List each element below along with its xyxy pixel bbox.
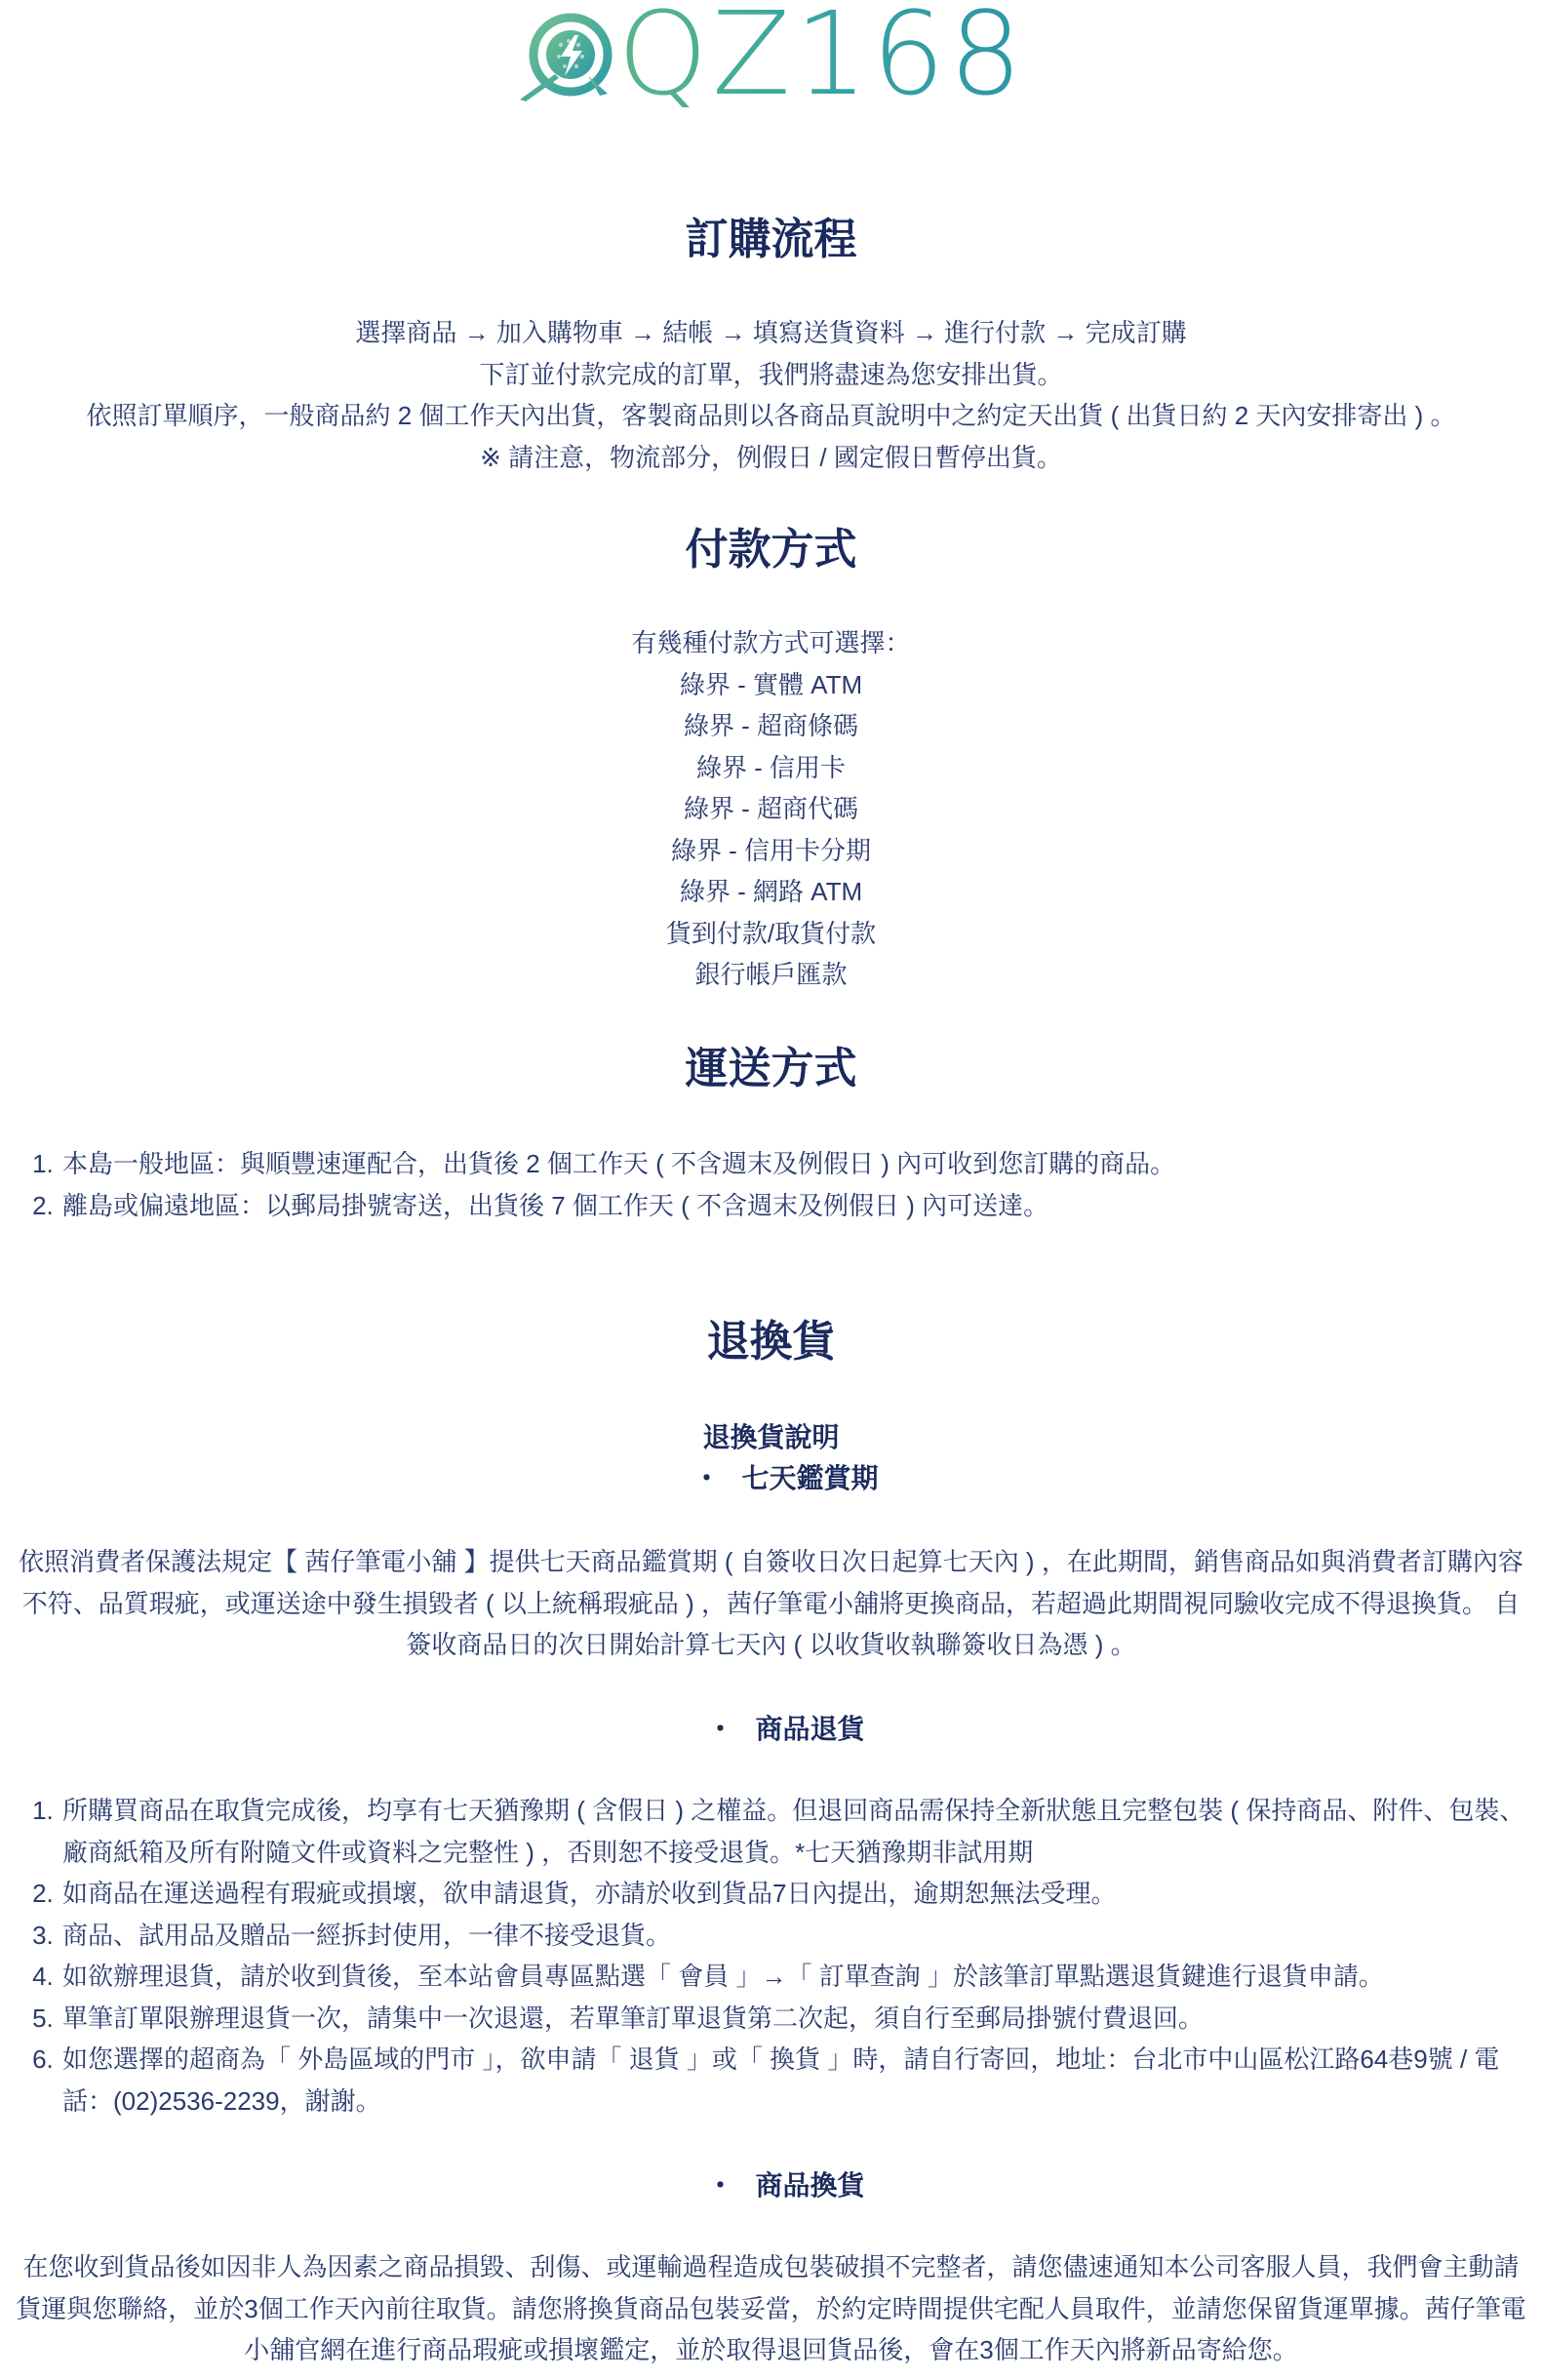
exchange-text: 在您收到貨品後如因非人為因素之商品損毀、刮傷、或運輸過程造成包裝破損不完整者，請您儘速通知本公司客服人員，我們會主動請貨運與您聯絡，並於3個工作天內前往取貨。請您將換貨商品包裝妥當，於約定時間提供宅配人員取件，並請您保留貨運單據。茜仔筆電小舖官網在進行商品瑕疵或損壞鑑定，並於取得退回貨品後，會在3個工作天內將新品寄給您。: [16, 2252, 1526, 2364]
trial-period-heading: ・ 七天鑑賞期: [0, 1458, 1542, 1499]
payment-title: 付款方式: [685, 526, 857, 574]
payment-method-item: 綠界 - 超商條碼: [683, 711, 859, 740]
ordering-line: ※ 請注意，物流部分，例假日 / 國定假日暫停出貨。: [480, 442, 1062, 472]
refund-item: 6. 如您選擇的超商為「 外島區域的門市 」，欲申請「 退貨 」或「 換貨 」時，請自行寄回，地址：台北市中山區松江路64巷9號 / 電話：(02)2536-2239，謝謝。: [60, 2039, 1528, 2122]
returns-subtitle: 退換貨說明: [702, 1422, 840, 1452]
trial-period-text: 依照消費者保護法規定【 茜仔筆電小舖 】提供七天商品鑑賞期 ( 自簽收日次日起算七天內 ) ，在此期間，銷售商品如與消費者訂購內容不符、品質瑕疵，或運送途中發生損毀者 ( 以上統稱瑕疵品 ) ，茜仔筆電小舖將更換商品，若超過此期間視同驗收完成不得退換貨。 自簽收商品日的次日開始計算七天內 ( 以收貨收執聯簽收日為憑 ) 。: [19, 1547, 1523, 1659]
bullet-icon: ・: [706, 1714, 734, 1744]
payment-method-item: 綠界 - 實體 ATM: [679, 669, 863, 699]
payment-intro: 有幾種付款方式可選擇：: [631, 628, 911, 657]
exchange-heading: ・ 商品換貨: [0, 2165, 1542, 2206]
payment-method-item: 綠界 - 超商代碼: [683, 794, 859, 823]
site-logo[interactable]: [0, 0, 1542, 121]
refund-item: 4. 如欲辦理退貨，請於收到貨後，至本站會員專區點選「 會員 」→「 訂單查詢 」於該筆訂單點選退貨鍵進行退貨申請。: [60, 1956, 1528, 1998]
refund-item: 1. 所購買商品在取貨完成後，均享有七天猶豫期 ( 含假日 ) 之權益。但退回商品需保持全新狀態且完整包裝 ( 保持商品、附件、包裝、廠商紙箱及所有附隨文件或資料之完整性 ) ，否則恕不接受退貨。*七天猶豫期非試用期: [60, 1790, 1528, 1873]
bullet-icon: ・: [692, 1463, 721, 1493]
returns-title: 退換貨: [706, 1318, 836, 1366]
refund-item: 3. 商品、試用品及贈品一經拆封使用，一律不接受退貨。: [60, 1915, 1528, 1957]
payment-method-item: 綠界 - 信用卡分期: [670, 835, 872, 865]
payment-methods-list: [0, 622, 1542, 996]
refund-item: 5. 單筆訂單限辦理退貨一次，請集中一次退還，若單筆訂單退貨第二次起，須自行至郵局掛號付費退回。: [60, 1998, 1528, 2040]
payment-method-item: 綠界 - 網路 ATM: [679, 877, 863, 906]
ordering-line: 依照訂單順序，一般商品約 2 個工作天內出貨，客製商品則以各商品頁說明中之約定天出貨 ( 出貨日約 2 天內安排寄出 ) 。: [86, 401, 1456, 430]
logo-wordmark: QZ168: [617, 0, 1026, 121]
ordering-line: 選擇商品 → 加入購物車 → 結帳 → 填寫送貨資料 → 進行付款 → 完成訂購: [355, 318, 1187, 347]
bullet-icon: ・: [706, 2170, 734, 2201]
payment-method-item: 貨到付款/取貨付款: [665, 918, 877, 948]
refund-heading: ・ 商品退貨: [0, 1709, 1542, 1750]
shipping-title: 運送方式: [685, 1045, 857, 1092]
refund-list: [29, 1790, 1528, 2122]
ordering-title: 訂購流程: [685, 216, 857, 263]
shipping-list: [29, 1143, 1528, 1226]
payment-method-item: 銀行帳戶匯款: [694, 960, 848, 989]
ordering-text: [0, 312, 1542, 478]
ordering-line: 下訂並付款完成的訂單，我們將盡速為您安排出貨。: [479, 359, 1063, 389]
shipping-item: 2. 離島或偏遠地區：以郵局掛號寄送，出貨後 7 個工作天 ( 不含週末及例假日 ) 內可送達。: [60, 1185, 1528, 1227]
qz168-lightning-badge-icon: [516, 0, 623, 107]
shipping-item: 1. 本島一般地區：與順豐速運配合，出貨後 2 個工作天 ( 不含週末及例假日 ) 內可收到您訂購的商品。: [60, 1143, 1528, 1185]
payment-method-item: 綠界 - 信用卡: [695, 752, 847, 782]
refund-item: 2. 如商品在運送過程有瑕疵或損壞，欲申請退貨，亦請於收到貨品7日內提出，逾期恕無法受理。: [60, 1873, 1528, 1915]
